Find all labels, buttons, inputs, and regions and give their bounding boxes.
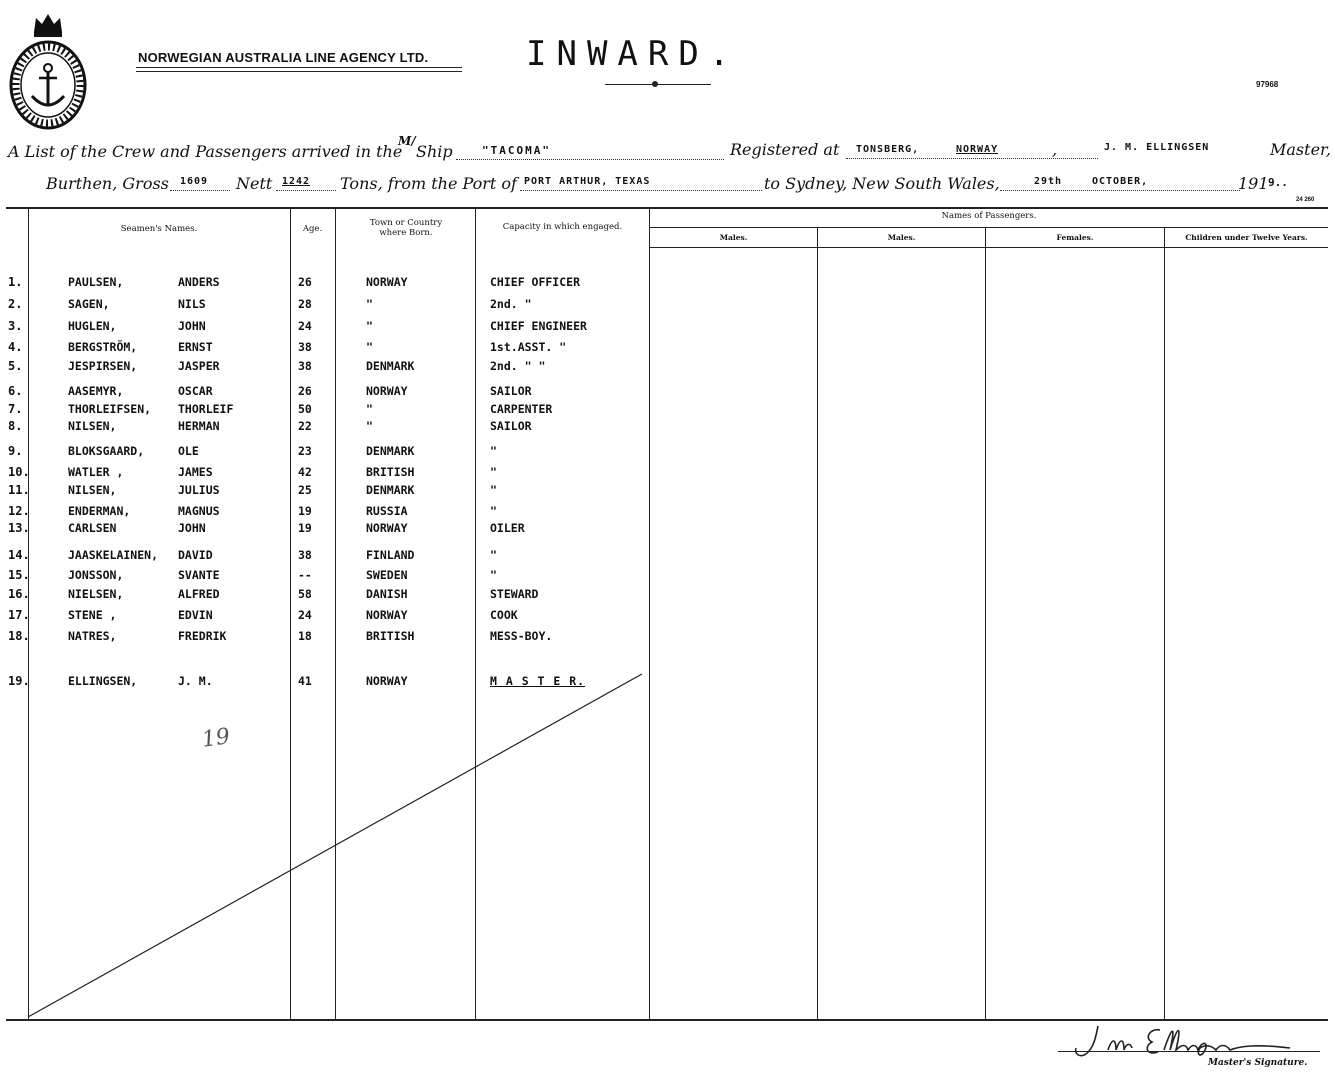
seaman-given-name: NILS	[178, 297, 206, 311]
to-label: to Sydney, New South Wales,	[764, 174, 1000, 193]
seaman-given-name: FREDRIK	[178, 629, 227, 643]
nett-tonnage: 1242	[282, 176, 311, 187]
col-header-passengers: Names of Passengers.	[941, 211, 1037, 221]
row-number: 2.	[8, 297, 23, 311]
seaman-birthplace: "	[366, 297, 373, 311]
row-number: 3.	[8, 319, 23, 333]
port-from: PORT ARTHUR, TEXAS	[524, 176, 651, 187]
row-number: 17.	[8, 608, 30, 622]
seaman-age: 38	[298, 359, 312, 373]
seaman-age: 42	[298, 465, 312, 479]
seaman-birthplace: "	[366, 419, 373, 433]
row-number: 8.	[8, 419, 23, 433]
seaman-surname: NATRES,	[68, 629, 117, 643]
year-suffix: 9..	[1268, 176, 1288, 189]
arrival-day: 29th	[1034, 176, 1063, 187]
seaman-surname: STENE ,	[68, 608, 117, 622]
seaman-surname: THORLEIFSEN,	[68, 402, 152, 416]
seaman-age: --	[298, 568, 312, 582]
ship-name: "TACOMA"	[482, 144, 551, 157]
seaman-age: 50	[298, 402, 312, 416]
seaman-birthplace: NORWAY	[366, 608, 408, 622]
seaman-capacity: CARPENTER	[490, 402, 553, 416]
seaman-birthplace: FINLAND	[366, 548, 415, 562]
seaman-age: 58	[298, 587, 312, 601]
col-header-males-2: Males.	[887, 233, 916, 242]
seaman-surname: ELLINGSEN,	[68, 674, 138, 688]
seaman-birthplace: SWEDEN	[366, 568, 408, 582]
row-number: 16.	[8, 587, 30, 601]
seaman-capacity: 1st.ASST. "	[490, 340, 567, 354]
arrival-month: OCTOBER,	[1092, 176, 1149, 187]
seaman-birthplace: DENMARK	[366, 483, 415, 497]
row-number: 18.	[8, 629, 30, 643]
seaman-capacity: STEWARD	[490, 587, 539, 601]
seaman-surname: JAASKELAINEN,	[68, 548, 159, 562]
row-number: 13.	[8, 521, 30, 535]
col-header-capacity: Capacity in which engaged.	[502, 222, 623, 232]
seaman-surname: BERGSTRÖM,	[68, 340, 138, 354]
seaman-surname: ENDERMAN,	[68, 504, 131, 518]
seaman-capacity: 2nd. "	[490, 297, 532, 311]
seaman-surname: JONSSON,	[68, 568, 124, 582]
seaman-surname: PAULSEN,	[68, 275, 124, 289]
row-number: 19.	[8, 674, 30, 688]
row-number: 1.	[8, 275, 23, 289]
seaman-given-name: OSCAR	[178, 384, 213, 398]
signature-text: J. M. Ellingsen	[1060, 1016, 1067, 1017]
seaman-capacity: "	[490, 483, 497, 497]
seaman-given-name: THORLEIF	[178, 402, 234, 416]
seaman-age: 28	[298, 297, 312, 311]
seaman-age: 22	[298, 419, 312, 433]
seaman-age: 24	[298, 608, 312, 622]
registered-label: Registered at	[730, 140, 840, 159]
seaman-birthplace: DENMARK	[366, 444, 415, 458]
col-header-age: Age.	[302, 224, 323, 234]
seaman-given-name: MAGNUS	[178, 504, 220, 518]
seaman-age: 19	[298, 521, 312, 535]
seaman-given-name: JULIUS	[178, 483, 220, 497]
seaman-age: 25	[298, 483, 312, 497]
seaman-surname: JESPIRSEN,	[68, 359, 138, 373]
row-number: 6.	[8, 384, 23, 398]
seaman-age: 18	[298, 629, 312, 643]
seaman-given-name: EDVIN	[178, 608, 213, 622]
seaman-age: 19	[298, 504, 312, 518]
col-header-born: Town or Country where Born.	[369, 218, 443, 238]
seaman-capacity: MESS-BOY.	[490, 629, 553, 643]
seaman-surname: SAGEN,	[68, 297, 110, 311]
agency-name: NORWEGIAN AUSTRALIA LINE AGENCY LTD.	[138, 50, 429, 65]
seaman-capacity: CHIEF OFFICER	[490, 275, 581, 289]
seaman-given-name: HERMAN	[178, 419, 220, 433]
registered-country: NORWAY	[956, 144, 999, 155]
seaman-surname: AASEMYR,	[68, 384, 124, 398]
seaman-given-name: J. M.	[178, 674, 213, 688]
registered-port: TONSBERG,	[856, 144, 920, 155]
seaman-birthplace: "	[366, 340, 373, 354]
signature-rule	[1058, 1051, 1320, 1052]
row-number: 12.	[8, 504, 30, 518]
list-label: A List of the Crew and Passengers arrived in the	[8, 142, 403, 161]
seaman-capacity: SAILOR	[490, 384, 532, 398]
year-prefix: 191	[1238, 174, 1269, 193]
seaman-capacity: "	[490, 444, 497, 458]
seaman-surname: NILSEN,	[68, 483, 117, 497]
master-name: J. M. ELLINGSEN	[1104, 142, 1210, 153]
seaman-given-name: ERNST	[178, 340, 213, 354]
seaman-given-name: OLE	[178, 444, 199, 458]
seaman-birthplace: NORWAY	[366, 674, 408, 688]
col-header-males-1: Males.	[719, 233, 748, 242]
seaman-surname: NIELSEN,	[68, 587, 124, 601]
seaman-birthplace: RUSSIA	[366, 504, 408, 518]
seaman-capacity: M A S T E R.	[490, 674, 586, 688]
tons-label: Tons, from the Port of	[340, 174, 517, 193]
signature-label: Master's Signature.	[1208, 1058, 1308, 1068]
nett-label: Nett	[236, 174, 273, 193]
seaman-capacity: COOK	[490, 608, 518, 622]
row-number: 7.	[8, 402, 23, 416]
reference-number: 97968	[1256, 80, 1279, 89]
comma: ,	[1052, 140, 1058, 159]
seaman-birthplace: NORWAY	[366, 275, 408, 289]
burthen-label: Burthen, Gross	[46, 174, 169, 193]
row-number: 11.	[8, 483, 30, 497]
seaman-capacity: 2nd. " "	[490, 359, 546, 373]
row-number: 15.	[8, 568, 30, 582]
seaman-capacity: "	[490, 465, 497, 479]
gross-tonnage: 1609	[180, 176, 209, 187]
seaman-age: 26	[298, 384, 312, 398]
row-number: 9.	[8, 444, 23, 458]
seaman-capacity: CHIEF ENGINEER	[490, 319, 587, 333]
seaman-capacity: SAILOR	[490, 419, 532, 433]
seaman-birthplace: NORWAY	[366, 384, 408, 398]
seaman-given-name: ALFRED	[178, 587, 220, 601]
seaman-surname: NILSEN,	[68, 419, 117, 433]
seaman-birthplace: DANISH	[366, 587, 408, 601]
seaman-given-name: SVANTE	[178, 568, 220, 582]
seaman-given-name: JOHN	[178, 319, 206, 333]
row-number: 10.	[8, 465, 30, 479]
seaman-given-name: JOHN	[178, 521, 206, 535]
seaman-capacity: "	[490, 548, 497, 562]
col-header-names: Seamen's Names.	[120, 224, 198, 234]
seaman-age: 24	[298, 319, 312, 333]
seaman-age: 41	[298, 674, 312, 688]
master-signature	[1060, 1016, 1300, 1060]
seaman-birthplace: BRITISH	[366, 465, 415, 479]
seaman-capacity: "	[490, 568, 497, 582]
seaman-capacity: OILER	[490, 521, 525, 535]
seaman-surname: CARLSEN	[68, 521, 117, 535]
col-header-children: Children under Twelve Years.	[1185, 233, 1308, 242]
seaman-birthplace: BRITISH	[366, 629, 415, 643]
seaman-surname: HUGLEN,	[68, 319, 117, 333]
row-number: 5.	[8, 359, 23, 373]
seaman-birthplace: "	[366, 319, 373, 333]
row-number: 4.	[8, 340, 23, 354]
form-number: 24 260	[1296, 197, 1315, 203]
row-number: 14.	[8, 548, 30, 562]
seaman-surname: WATLER ,	[68, 465, 124, 479]
seaman-age: 26	[298, 275, 312, 289]
master-label: Master,	[1270, 140, 1332, 159]
seaman-age: 38	[298, 548, 312, 562]
seaman-capacity: "	[490, 504, 497, 518]
motor-ship-prefix: M/	[398, 134, 416, 148]
handwritten-annotation: 19	[200, 724, 232, 753]
seaman-given-name: ANDERS	[178, 275, 220, 289]
seaman-birthplace: NORWAY	[366, 521, 408, 535]
seaman-age: 23	[298, 444, 312, 458]
document-title: INWARD.	[526, 34, 740, 74]
seaman-birthplace: "	[366, 402, 373, 416]
seaman-age: 38	[298, 340, 312, 354]
col-header-females: Females.	[1056, 233, 1094, 242]
seaman-given-name: JAMES	[178, 465, 213, 479]
seaman-surname: BLOKSGAARD,	[68, 444, 145, 458]
seaman-given-name: JASPER	[178, 359, 220, 373]
ship-label: Ship	[416, 142, 453, 161]
seaman-given-name: DAVID	[178, 548, 213, 562]
seaman-birthplace: DENMARK	[366, 359, 415, 373]
